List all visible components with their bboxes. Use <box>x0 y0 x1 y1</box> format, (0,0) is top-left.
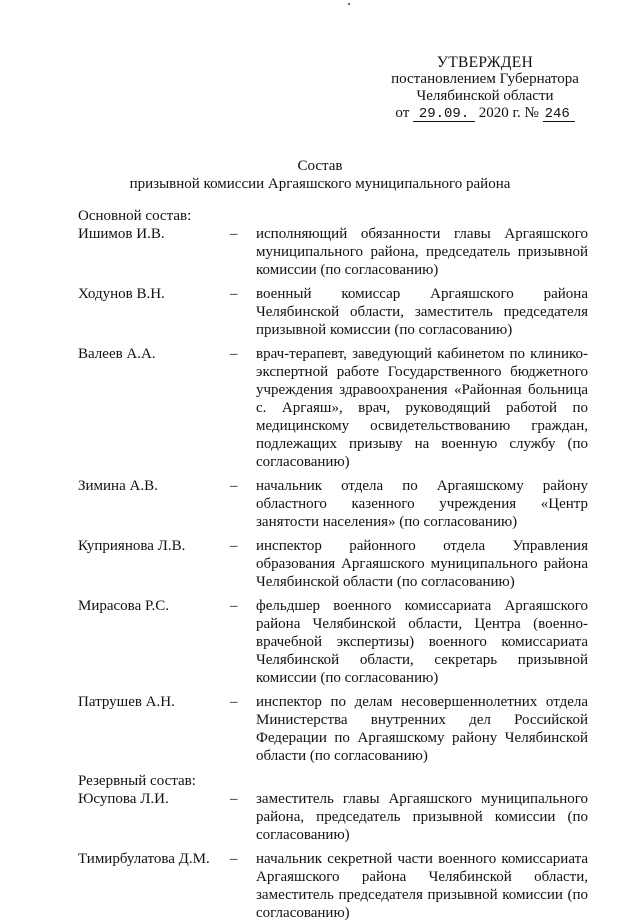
member-description: врач-терапевт, заведующий кабинетом по клинико-экспертной работе Государственного бюджетного учреждения здравоохранения «Районная больница с. Аргаяш», врач, руководящий работой по медицинскому освидетельствованию граждан, подлежащих призыву на военную службу (по согласованию) <box>256 346 588 470</box>
member-description: инспектор по делам несовершеннолетних отдела Министерства внутренних дел Российской Федерации по Аргаяшскому району Челябинской области (по согласованию) <box>256 694 588 764</box>
member-name: Тимирбулатова Д.М. <box>78 851 210 867</box>
member-dash: – <box>230 346 238 362</box>
member-dash: – <box>230 286 238 302</box>
member-description: заместитель главы Аргаяшского муниципального района, председатель призывной комиссии (по согласованию) <box>256 791 588 843</box>
member-row <box>78 537 588 591</box>
title-line-1: Состав <box>297 158 343 174</box>
title-line-2: призывной комиссии Аргаяшского муниципального района <box>129 176 511 192</box>
member-description: военный комиссар Аргаяшского района Челябинской области, заместитель председателя призывной комиссии (по согласованию) <box>256 286 588 338</box>
member-name: Юсупова Л.И. <box>78 791 169 807</box>
member-dash: – <box>230 851 238 867</box>
member-description: начальник отдела по Аргаяшскому району областного казенного учреждения «Центр занятости населения» (по согласованию) <box>256 478 588 530</box>
member-dash: – <box>230 791 238 807</box>
member-description: фельдшер военного комиссариата Аргаяшского района Челябинской области, Центра (военно-врачебной экспертизы) военного комиссариата Челябинской области, секретарь призывной комиссии (по согласованию) <box>256 598 588 686</box>
approval-date-line <box>370 105 600 122</box>
section-heading: Основной состав: <box>78 208 192 224</box>
approval-by-line-2: Челябинской области <box>416 88 554 104</box>
member-row <box>78 693 588 765</box>
member-row <box>78 225 588 279</box>
member-dash: – <box>230 226 238 242</box>
approval-status: УТВЕРЖДЕН <box>436 54 534 71</box>
section-heading: Резервный состав: <box>78 773 196 789</box>
member-name: Мирасова Р.С. <box>78 598 169 614</box>
member-row <box>78 597 588 687</box>
member-dash: – <box>230 598 238 614</box>
member-name: Патрушев А.Н. <box>78 694 175 710</box>
member-dash: – <box>230 478 238 494</box>
member-row <box>78 345 588 471</box>
main-composition-section <box>78 207 588 765</box>
member-row <box>78 477 588 531</box>
approval-stamp <box>370 54 600 122</box>
member-row <box>78 285 588 339</box>
member-name: Куприянова Л.В. <box>78 538 186 554</box>
approval-number: 246 <box>543 107 575 122</box>
member-name: Зимина А.В. <box>78 478 158 494</box>
commission-list <box>78 207 588 922</box>
member-description: инспектор районного отдела Управления образования Аргаяшского муниципального района Челябинской области (по согласованию) <box>256 538 588 590</box>
approval-by-line-1: постановлением Губернатора <box>391 71 579 87</box>
member-row <box>78 850 588 922</box>
member-description: исполняющий обязанности главы Аргаяшского муниципального района, председатель призывной комиссии (по согласованию) <box>256 226 588 278</box>
member-dash: – <box>230 694 238 710</box>
member-dash: – <box>230 538 238 554</box>
member-name: Валеев А.А. <box>78 346 156 362</box>
reserve-composition-section <box>78 772 588 922</box>
member-row <box>78 790 588 844</box>
member-name: Ходунов В.Н. <box>78 286 165 302</box>
approval-date: 29.09. <box>413 107 475 122</box>
member-description: начальник секретной части военного комиссариата Аргаяшского района Челябинской области, заместитель председателя призывной комиссии (по согласованию) <box>256 851 588 921</box>
date-prefix: от <box>395 105 410 121</box>
member-name: Ишимов И.В. <box>78 226 165 242</box>
document-title <box>0 157 640 193</box>
year-text: 2020 г. № <box>478 105 539 121</box>
scan-speck <box>348 3 350 5</box>
